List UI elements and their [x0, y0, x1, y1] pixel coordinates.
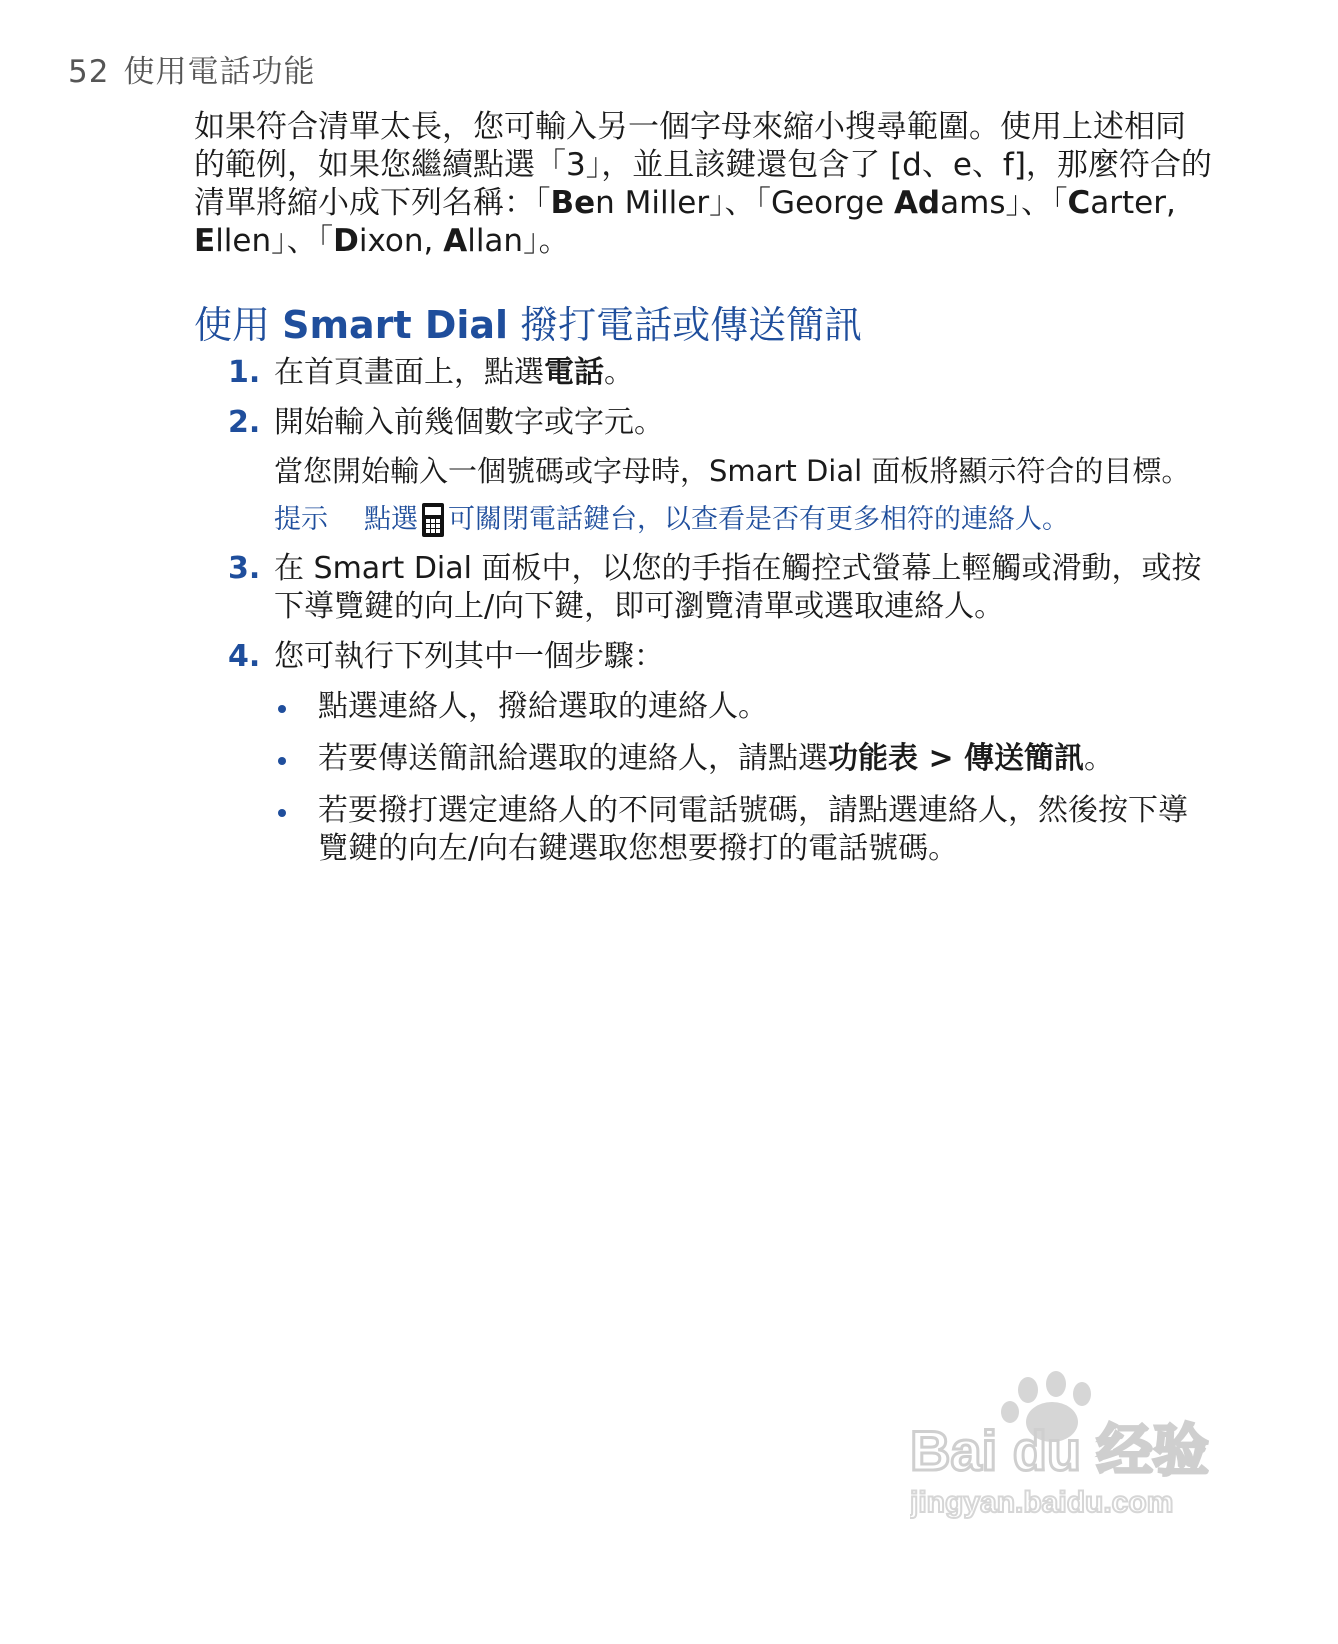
tip-text: 點選 [364, 504, 418, 535]
step-item [194, 638, 1214, 868]
step-text: 您可執行下列其中一個步驟： [274, 639, 664, 674]
page-number: 52 [68, 54, 110, 90]
step-number: 2. [228, 405, 261, 440]
intro-paragraph [194, 108, 1214, 260]
section-title-bold: Smart Dial [282, 303, 509, 347]
step-text: 在首頁畫面上，點選 [274, 355, 544, 390]
name-highlight: D [333, 223, 359, 259]
keypad-icon [422, 503, 444, 537]
bullet-item [274, 740, 1214, 778]
step-item [194, 550, 1214, 626]
separator: 」、「 [1005, 185, 1068, 221]
name-highlight: Be [550, 185, 596, 221]
bullet-item [274, 688, 1214, 726]
section-title-suffix: 撥打電話或傳送簡訊 [508, 303, 863, 347]
name-text: arter, [1090, 185, 1176, 221]
menu-path: 功能表 > 傳送簡訊 [828, 741, 1085, 776]
tip-note [274, 502, 1214, 538]
step-text: 在 Smart Dial 面板中，以您的手指在觸控式螢幕上輕觸或滑動，或按下導覽鍵的向上/向下鍵，即可瀏覽清單或選取連絡人。 [274, 551, 1202, 624]
bullet-text: 若要傳送簡訊給選取的連絡人，請點選 [318, 741, 828, 776]
tip-label: 提示 [274, 504, 328, 535]
steps-list [194, 354, 1214, 868]
name-highlight: A [443, 223, 468, 259]
name-text: llen [215, 223, 272, 259]
intro-text: 如果符合清單太長，您可輸入另一個字母來縮小搜尋範圍。使用上述相同的範例，如果您繼續點選「3」，並且該鍵還包含了 [d、e、f]，那麼符合的清單將縮小成下列名稱：「 [194, 109, 1212, 221]
name-text: ixon, [358, 223, 444, 259]
step-text-bold: 電話 [544, 355, 604, 390]
name-text: n Miller [595, 185, 710, 221]
bullet-item [274, 792, 1214, 868]
watermark-brand: Bai du 经验 [910, 1419, 1209, 1482]
name-text: ams [940, 185, 1006, 221]
name-highlight: Ad [893, 185, 941, 221]
step-subparagraph: 當您開始輸入一個號碼或字母時，Smart Dial 面板將顯示符合的目標。 [274, 454, 1191, 488]
step-number: 4. [228, 639, 261, 674]
step-item [194, 404, 1214, 538]
separator: 」、「 [271, 223, 334, 259]
watermark-url: jingyan.baidu.com [910, 1486, 1174, 1519]
intro-end: 」。 [523, 223, 570, 259]
name-highlight: E [194, 223, 216, 259]
separator: 」、「George [709, 185, 894, 221]
name-text: llan [467, 223, 524, 259]
page-content [194, 108, 1214, 882]
step-number: 1. [228, 355, 261, 390]
bullet-list [274, 688, 1214, 868]
page-header [68, 46, 315, 91]
step-text: 開始輸入前幾個數字或字元。 [274, 405, 664, 440]
step-text: 。 [604, 355, 634, 390]
bullet-text: 點選連絡人，撥給選取的連絡人。 [318, 689, 768, 724]
tip-text: 可關閉電話鍵台，以查看是否有更多相符的連絡人。 [448, 504, 1069, 535]
bullet-text: 。 [1084, 741, 1115, 776]
step-item [194, 354, 1214, 392]
name-highlight: C [1067, 185, 1091, 221]
step-number: 3. [228, 551, 261, 586]
section-title-prefix: 使用 [194, 303, 283, 347]
section-title [194, 302, 1214, 348]
baidu-watermark-logo [910, 1370, 1210, 1530]
bullet-text: 若要撥打選定連絡人的不同電話號碼，請點選連絡人，然後按下導覽鍵的向左/向右鍵選取您想要撥打的電話號碼。 [318, 793, 1188, 866]
chapter-title: 使用電話功能 [123, 54, 316, 90]
